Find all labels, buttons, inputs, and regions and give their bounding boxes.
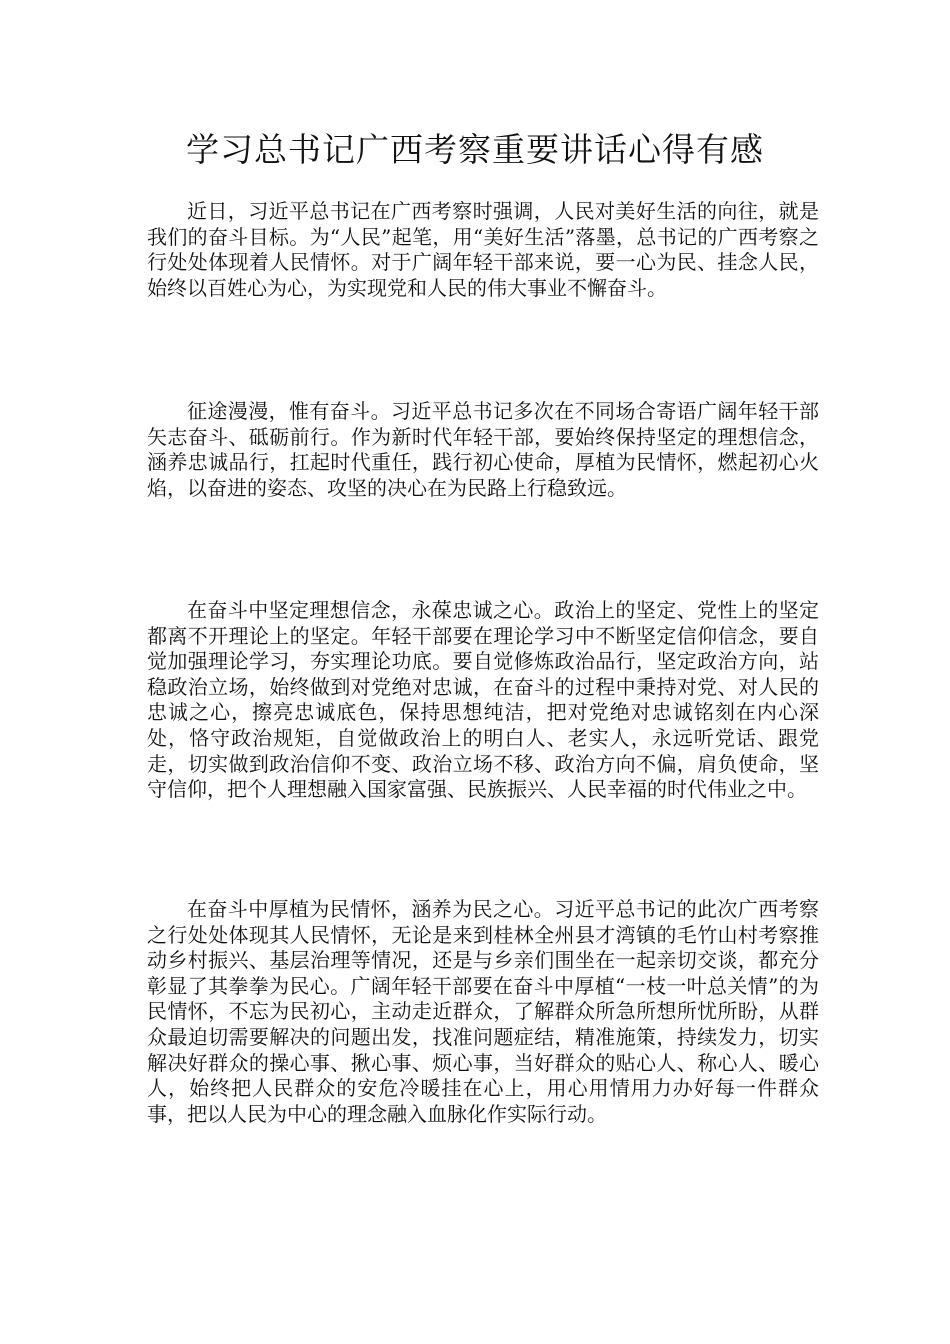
paragraph-1: 近日，习近平总书记在广西考察时强调，人民对美好生活的向往，就是我们的奋斗目标。为“人民”起笔，用“美好生活”落墨，总书记的广西考察之行处处体现着人民情怀。对于广阔年轻干部来说，要一心为民、挂念人民，始终以百姓心为心，为实现党和人民的伟大事业不懈奋斗。 xyxy=(147,199,819,300)
paragraph-4: 在奋斗中厚植为民情怀，涵养为民之心。习近平总书记的此次广西考察之行处处体现其人民情怀，无论是来到桂林全州县才湾镇的毛竹山村考察推动乡村振兴、基层治理等情况，还是与乡亲们围坐在一起亲切交谈，都充分彰显了其拳拳为民心。广阔年轻干部要在奋斗中厚植“一枝一叶总关情”的为民情怀，不忘为民初心，主动走近群众，了解群众所急所想所忧所盼，从群众最迫切需要解决的问题出发，找准问题症结，精准施策，持续发力，切实解决好群众的操心事、揪心事、烦心事，当好群众的贴心人、称心人、暖心人，始终把人民群众的安危冷暖挂在心上，用心用情用力办好每一件群众事，把以人民为中心的理念融入血脉化作实际行动。 xyxy=(147,897,819,1126)
document-title: 学习总书记广西考察重要讲话心得有感 xyxy=(186,130,764,169)
paragraph-2: 征途漫漫，惟有奋斗。习近平总书记多次在不同场合寄语广阔年轻干部矢志奋斗、砥砺前行。作为新时代年轻干部，要始终保持坚定的理想信念，涵养忠诚品行，扛起时代重任，践行初心使命，厚植为民情怀，燃起初心火焰，以奋进的姿态、攻坚的决心在为民路上行稳致远。 xyxy=(147,399,819,500)
paragraph-3: 在奋斗中坚定理想信念，永葆忠诚之心。政治上的坚定、党性上的坚定都离不开理论上的坚定。年轻干部要在理论学习中不断坚定信仰信念，要自觉加强理论学习，夯实理论功底。要自觉修炼政治品行，坚定政治方向，站稳政治立场，始终做到对党绝对忠诚，在奋斗的过程中秉持对党、对人民的忠诚之心，擦亮忠诚底色，保持思想纯洁，把对党绝对忠诚铭刻在内心深处，恪守政治规矩，自觉做政治上的明白人、老实人，永远听党话、跟党走，切实做到政治信仰不变、政治立场不移、政治方向不偏，肩负使命，坚守信仰，把个人理想融入国家富强、民族振兴、人民幸福的时代伟业之中。 xyxy=(147,598,819,802)
